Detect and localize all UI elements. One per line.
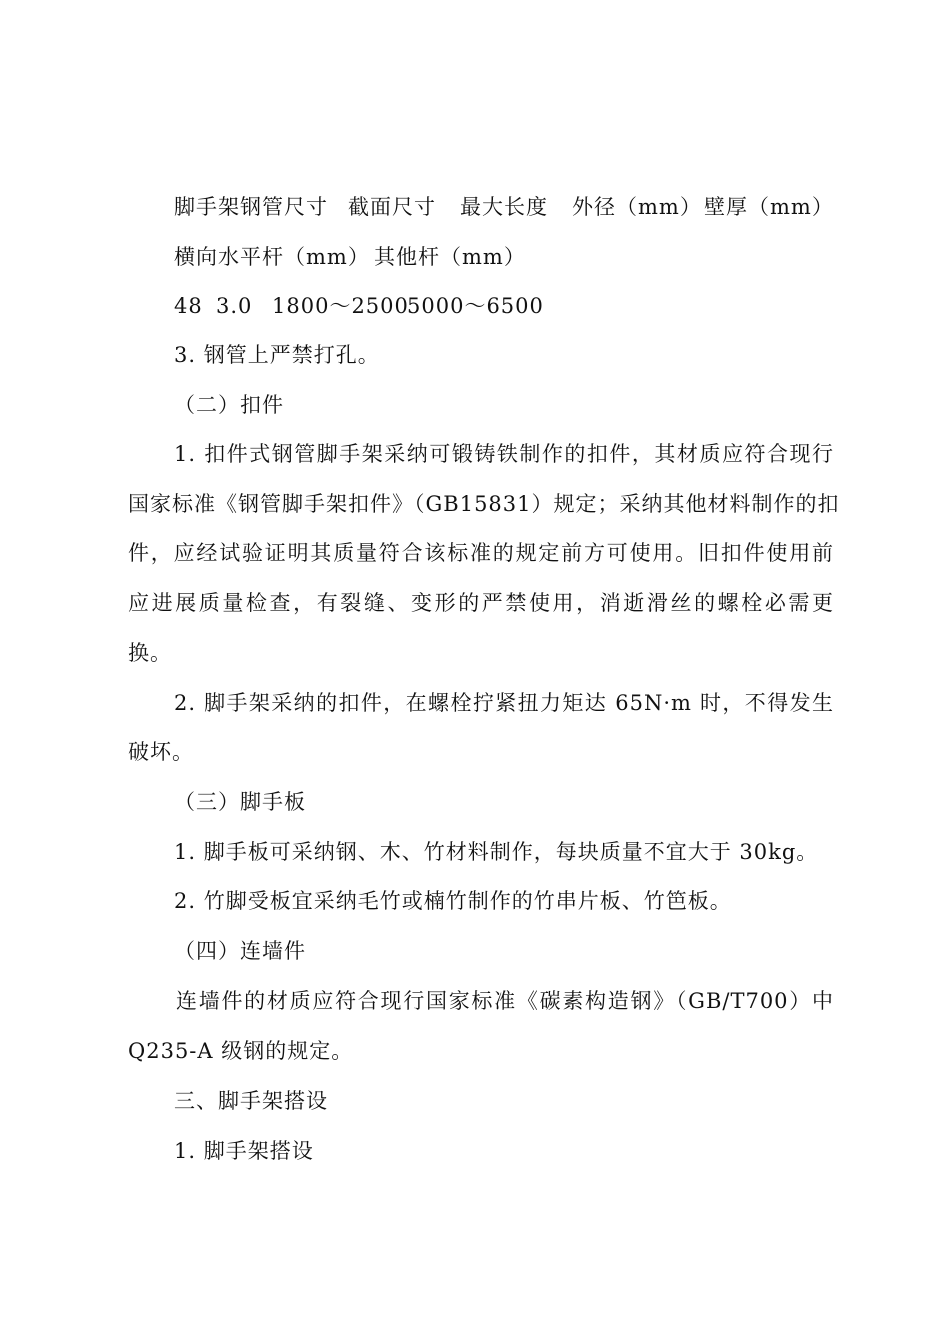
table-header-cell: 横向水平杆（mm） [174, 245, 370, 269]
paragraph-fastener-2-line: 2. 脚手架采纳的扣件，在螺栓拧紧扭力矩达 65N·m 时，不得发生 [174, 691, 834, 715]
heading-wall-tie: （四）连墙件 [174, 939, 306, 963]
paragraph-section-3-1: 1. 脚手架搭设 [174, 1139, 314, 1163]
paragraph-fastener-1-line: 件，应经试验证明其质量符合该标准的规定前方可使用。旧扣件使用前 [128, 541, 834, 565]
table-header-row-2 [174, 240, 834, 274]
paragraph-wall-tie-line: 连墙件的材质应符合现行国家标准《碳素构造钢》（GB/T700）中 [176, 989, 834, 1013]
paragraph-board-2: 2. 竹脚受板宜采纳毛竹或楠竹制作的竹串片板、竹笆板。 [174, 889, 732, 913]
heading-section-3: 三、脚手架搭设 [174, 1089, 328, 1113]
table-header-cell: 最大长度 [460, 195, 548, 219]
paragraph-fastener-2-line: 破坏。 [128, 740, 194, 764]
paragraph-fastener-1-line: 应进展质量检查，有裂缝、变形的严禁使用，消逝滑丝的螺栓必需更 [128, 591, 834, 615]
paragraph-fastener-1-line: 1. 扣件式钢管脚手架采纳可锻铸铁制作的扣件，其材质应符合现行 [174, 442, 834, 466]
table-cell: 48 [174, 294, 203, 318]
paragraph-fastener-1-line: 换。 [128, 641, 172, 665]
table-values-row [174, 289, 834, 323]
paragraph-board-1: 1. 脚手板可采纳钢、木、竹材料制作，每块质量不宜大于 30kg。 [174, 840, 819, 864]
table-header-cell: 其他杆（mm） [374, 245, 526, 269]
table-header-cell: 壁厚（mm） [704, 195, 834, 219]
table-header-cell: 外径（mm） [572, 195, 702, 219]
paragraph-steel-3: 3. 钢管上严禁打孔。 [174, 343, 380, 367]
table-cell: 1800～2500 [272, 294, 409, 318]
table-header-row-1 [174, 190, 834, 224]
paragraph-wall-tie-line: Q235-A 级钢的规定。 [128, 1039, 354, 1063]
table-header-cell: 截面尺寸 [348, 195, 436, 219]
heading-board: （三）脚手板 [174, 790, 306, 814]
heading-fastener: （二）扣件 [174, 393, 284, 417]
table-cell: 5000～6500 [407, 294, 544, 318]
paragraph-fastener-1-line: 国家标准《钢管脚手架扣件》（GB15831）规定；采纳其他材料制作的扣 [128, 492, 840, 516]
table-cell: 3.0 [216, 294, 253, 318]
table-header-cell: 脚手架钢管尺寸 [174, 195, 328, 219]
